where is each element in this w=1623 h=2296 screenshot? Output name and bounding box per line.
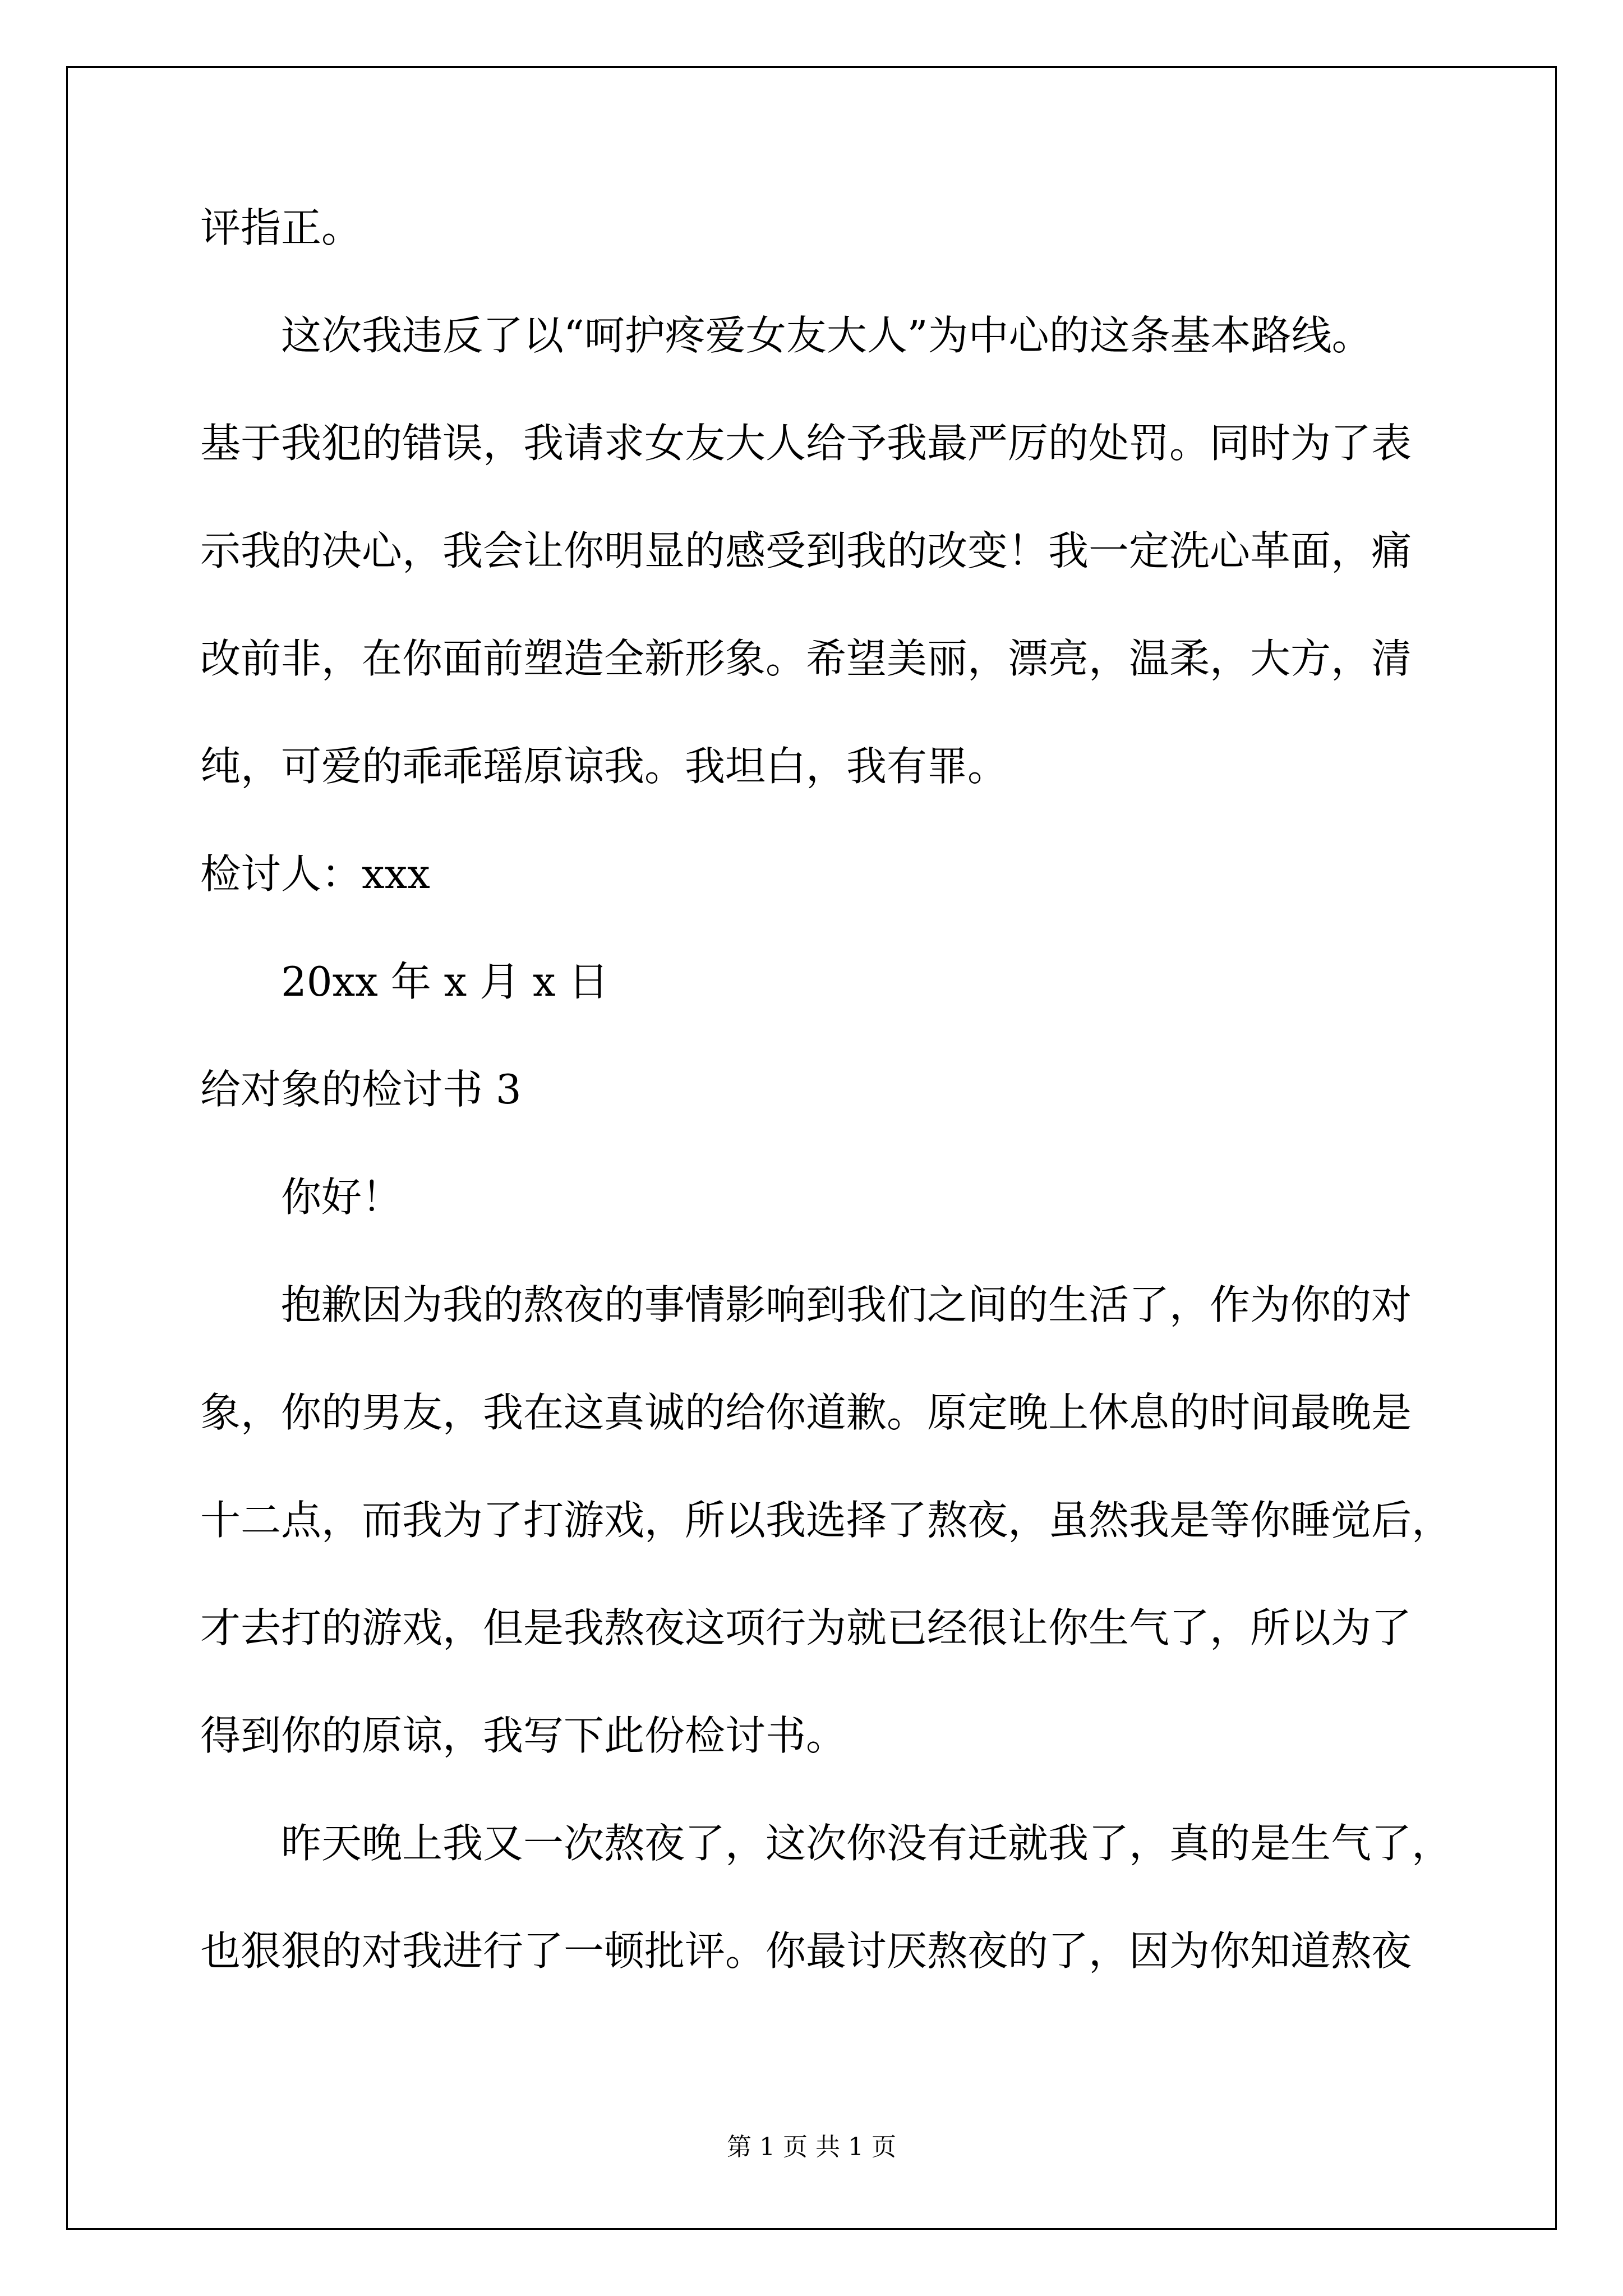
- greeting-line: 你好！: [281, 1174, 403, 1221]
- section-title: 给对象的检讨书 3: [200, 1066, 522, 1113]
- text-line: 昨天晚上我又一次熬夜了，这次你没有迁就我了，真的是生气了，: [281, 1820, 1453, 1867]
- text-line: 才去打的游戏，但是我熬夜这项行为就已经很让你生气了，所以为了: [200, 1604, 1412, 1651]
- text-line: 纯，可爱的乖乖瑶原谅我。我坦白，我有罪。: [200, 743, 1008, 790]
- text-line: 这次我违反了以“呵护疼爱女友大人”为中心的这条基本路线。: [281, 312, 1372, 359]
- text-line: 示我的决心，我会让你明显的感受到我的改变！我一定洗心革面，痛: [200, 527, 1412, 574]
- page-footer: 第 1 页 共 1 页: [727, 2133, 896, 2161]
- page-border: [66, 66, 1557, 2230]
- text-line: 基于我犯的错误，我请求女友大人给予我最严厉的处罚。同时为了表: [200, 420, 1412, 467]
- text-line: 象，你的男友，我在这真诚的给你道歉。原定晚上休息的时间最晚是: [200, 1389, 1412, 1436]
- signer-line: 检讨人：xxx: [200, 850, 430, 898]
- text-line: 也狠狠的对我进行了一顿批评。你最讨厌熬夜的了，因为你知道熬夜: [200, 1927, 1412, 1975]
- text-line: 抱歉因为我的熬夜的事情影响到我们之间的生活了，作为你的对: [281, 1281, 1412, 1328]
- text-line: 改前非，在你面前塑造全新形象。希望美丽，漂亮，温柔，大方，清: [200, 635, 1412, 682]
- text-line: 得到你的原谅，我写下此份检讨书。: [200, 1712, 847, 1759]
- text-line: 十二点，而我为了打游戏，所以我选择了熬夜，虽然我是等你睡觉后，: [200, 1497, 1453, 1544]
- text-line: 评指正。: [200, 204, 362, 251]
- date-line: 20xx 年 x 月 x 日: [281, 958, 609, 1005]
